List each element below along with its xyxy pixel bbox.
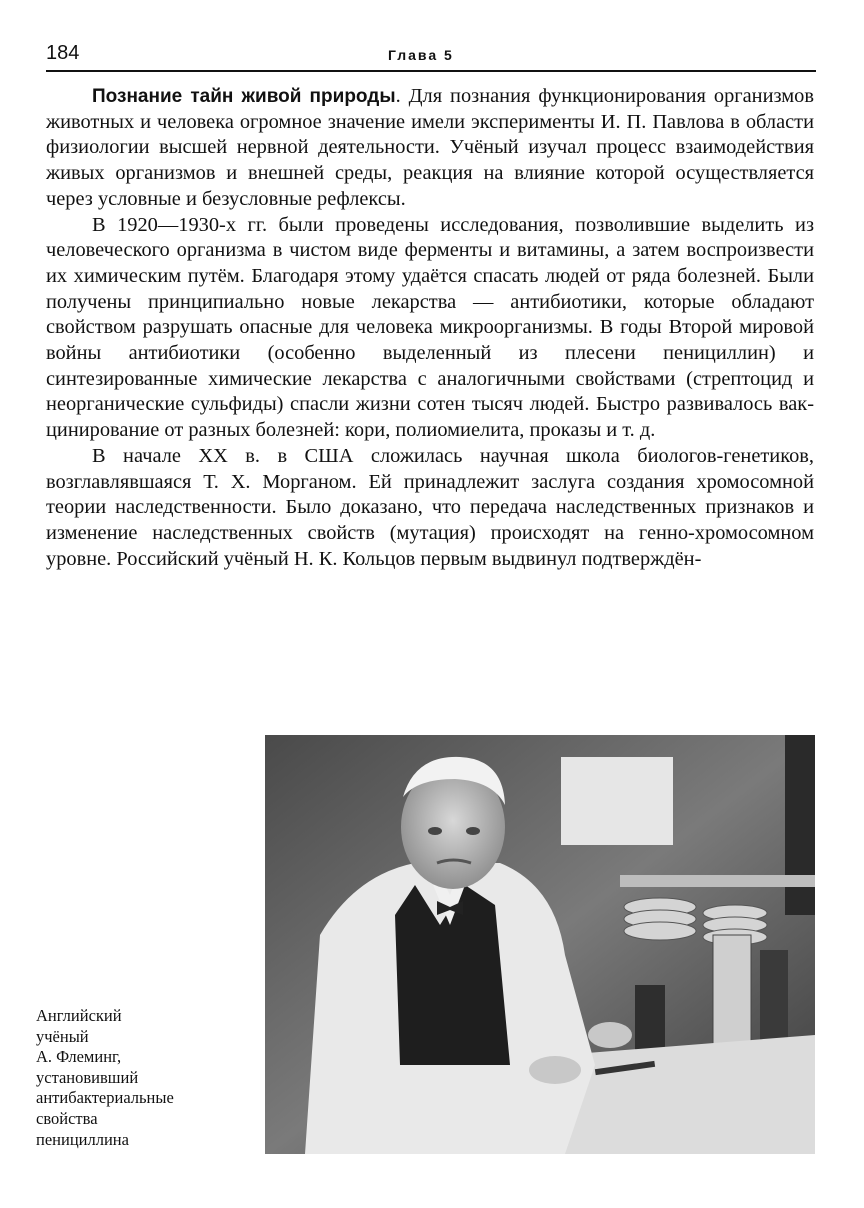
figure-caption	[36, 1006, 246, 1150]
paragraph-1	[46, 84, 814, 213]
running-header-chapter: Глава 5	[388, 47, 454, 63]
header-rule	[46, 70, 816, 72]
caption-line: учёный	[36, 1026, 89, 1046]
paragraph-2: В 1920—1930-х гг. были проведены исследования, позволившие выделить из человеческого организма в чистом виде ферменты и витамины, а затем воспроизвести их химическим путём. Благодаря этому удаётся спасать людей от ряда болезней. Были получены принципиально новые лекарства — антибиотики, которые обладают свойством разрушать опасные для человека микроорганизмы. В годы Второй мировой войны антибиотики (особенно выделенный из плесени пенициллин) и синтезированные химические лекарства с аналогичными свойствами (стрептоцид и неорганические сульфиды) спасли жизни сотен тысяч людей. Быстро развивалось вакцинирование от разных болезней: кори, полиомиелита, проказы и т. д.	[46, 213, 814, 442]
photo-fleming	[265, 735, 815, 1154]
window-shape	[561, 757, 673, 845]
photo-illustration	[265, 735, 815, 1154]
body-text	[46, 84, 814, 572]
paragraph-3: В начале XX в. в США сложилась научная школа биологов-генетиков, возглавлявшаяся Т. Х. Морганом. Ей принадлежит заслуга создания хромосомной теории наследственности. Было доказано, что передача наследственных признаков и изменение наследственных свойств (мутация) происходят на генно-хромосомном уровне. Российский учёный Н. К. Кольцов первым выдвинул подтверждён-	[46, 444, 814, 570]
page-number: 184	[46, 42, 80, 64]
caption-line: свойства	[36, 1108, 98, 1128]
paragraph-text: . Для познания функционирования организмов животных и человека огромное значение имели эксперименты И. П. Павлова в области физиологии высшей нервной деятельности. Учёный изучал процесс взаимодействия живых организмов и внешней среды, реакция на влияние которой осуществляется через условные и безусловные рефлексы.	[46, 85, 814, 210]
bottle-shape	[635, 985, 665, 1055]
caption-line: А. Флеминг,	[36, 1047, 122, 1067]
caption-line: пенициллина	[36, 1129, 129, 1149]
paragraph-lead: Познание тайн живой природы	[92, 86, 396, 107]
caption-line: установивший	[36, 1067, 139, 1087]
caption-line: антибактериальные	[36, 1088, 174, 1108]
caption-line: Английский	[36, 1006, 122, 1025]
